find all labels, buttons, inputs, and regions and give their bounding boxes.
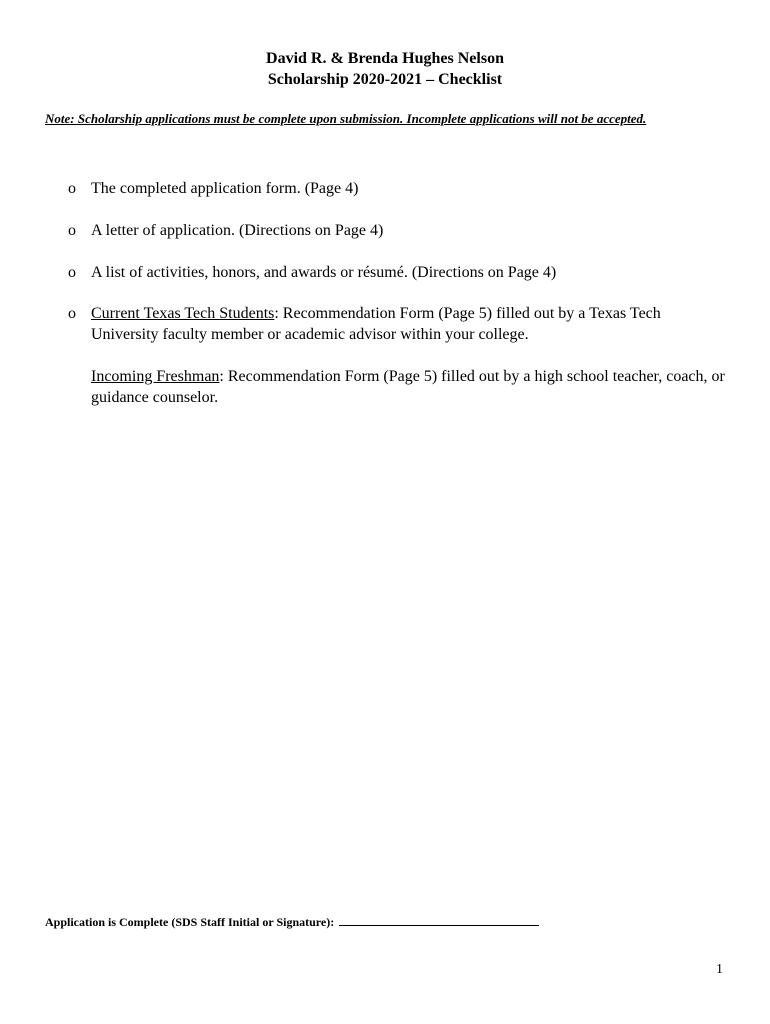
signoff-label: Application is Complete (SDS Staff Initial or Signature):	[45, 915, 335, 929]
checkbox-bullet: o	[68, 180, 76, 197]
current-students-text: : Recommendation Form (Page 5) filled out by a Texas Tech University faculty member or academic advisor within your college.	[91, 305, 661, 343]
incoming-freshman-text: : Recommendation Form (Page 5) filled out by a high school teacher, coach, or guidance counselor.	[91, 368, 725, 406]
title-line-2: Scholarship 2020-2021 – Checklist	[267, 71, 503, 88]
checkbox-bullet: o	[68, 222, 76, 239]
incoming-freshman-note	[91, 366, 731, 408]
checkbox-bullet: o	[68, 305, 76, 322]
incoming-freshman-label: Incoming Freshman	[91, 368, 220, 385]
checklist-item-text: The completed application form. (Page 4)	[91, 180, 359, 197]
checkbox-bullet: o	[68, 264, 76, 281]
staff-signoff	[45, 913, 539, 931]
title-line-1: David R. & Brenda Hughes Nelson	[266, 50, 504, 67]
submission-note: Note: Scholarship applications must be complete upon submission. Incomplete applications will not be accepted.	[45, 111, 647, 126]
checklist-item-text: A list of activities, honors, and awards or résumé. (Directions on Page 4)	[91, 264, 557, 281]
page-number: 1	[716, 962, 723, 977]
current-students-label: Current Texas Tech Students	[91, 305, 275, 322]
signature-line[interactable]	[339, 913, 539, 926]
checklist-item-text: A letter of application. (Directions on Page 4)	[91, 222, 384, 239]
checklist-item-text	[91, 303, 731, 345]
